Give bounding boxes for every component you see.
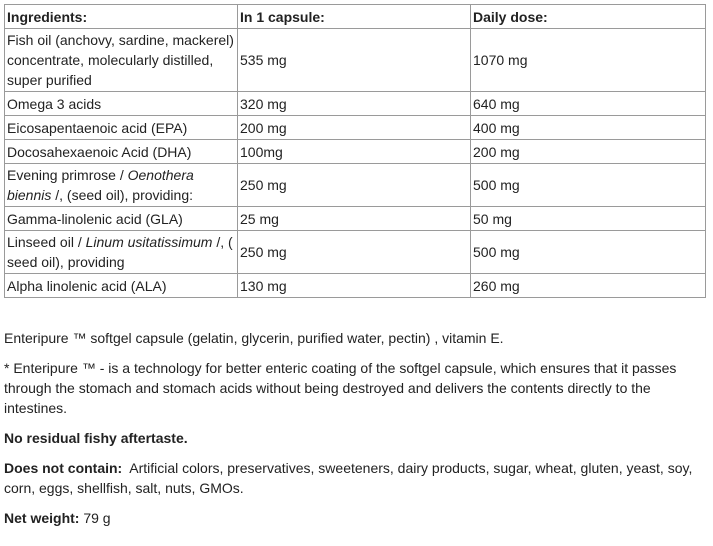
daily-amount: 500 mg: [471, 231, 706, 274]
ingredient-name: Linseed oil / Linum usitatissimum /, ( seed oil), providing: [5, 231, 238, 274]
table-row: [5, 207, 706, 231]
ingredient-name: Alpha linolenic acid (ALA): [5, 274, 238, 298]
ingredients-table: [4, 4, 706, 298]
ingredient-name: Evening primrose / Oenothera biennis /, (seed oil), providing:: [5, 164, 238, 207]
latin-name: Linum usitatissimum: [85, 234, 213, 250]
table-row: [5, 116, 706, 140]
net-weight: [4, 508, 709, 528]
capsule-amount: 25 mg: [238, 207, 471, 231]
capsule-amount: 130 mg: [238, 274, 471, 298]
capsule-amount: 250 mg: [238, 164, 471, 207]
ingredient-name: Docosahexaenoic Acid (DHA): [5, 140, 238, 164]
ingredient-name: Omega 3 acids: [5, 92, 238, 116]
capsule-composition-text: Enteripure ™ softgel capsule (gelatin, glycerin, purified water, pectin) , vitamin E.: [4, 330, 504, 346]
net-weight-label: Net weight:: [4, 510, 80, 526]
table-row: [5, 274, 706, 298]
daily-amount: 50 mg: [471, 207, 706, 231]
does-not-contain: [4, 458, 709, 498]
daily-amount: 260 mg: [471, 274, 706, 298]
daily-amount: 1070 mg: [471, 29, 706, 92]
table-row: [5, 92, 706, 116]
technology-note: * Enteripure ™ - is a technology for better enteric coating of the softgel capsule, which ensures that it passes through the stomach and stomach acids without being destroyed and delivers the contents directly to the intestines.: [4, 360, 677, 416]
table-row: [5, 29, 706, 92]
header-daily-dose: Daily dose:: [471, 5, 706, 29]
capsule-amount: 250 mg: [238, 231, 471, 274]
does-not-contain-list: Artificial colors, preservatives, sweeteners, dairy products, sugar, wheat, gluten, yeast, soy, corn, eggs, shellfish, salt, nuts, GMOs.: [4, 460, 697, 496]
ingredient-name: Fish oil (anchovy, sardine, mackerel) concentrate, molecularly distilled, super purified: [5, 29, 238, 92]
capsule-amount: 320 mg: [238, 92, 471, 116]
daily-amount: 200 mg: [471, 140, 706, 164]
ingredient-name: Eicosapentaenoic acid (EPA): [5, 116, 238, 140]
header-in-1-capsule: In 1 capsule:: [238, 5, 471, 29]
capsule-amount: 200 mg: [238, 116, 471, 140]
capsule-amount: 100mg: [238, 140, 471, 164]
table-row: [5, 140, 706, 164]
header-ingredients: Ingredients:: [5, 5, 238, 29]
latin-name: Oenothera biennis: [7, 167, 194, 203]
daily-amount: 640 mg: [471, 92, 706, 116]
no-aftertaste-note: No residual fishy aftertaste.: [4, 430, 188, 446]
table-row: [5, 231, 706, 274]
daily-amount: 500 mg: [471, 164, 706, 207]
capsule-amount: 535 mg: [238, 29, 471, 92]
net-weight-value: 79 g: [79, 510, 111, 526]
ingredient-name: Gamma-linolenic acid (GLA): [5, 207, 238, 231]
daily-amount: 400 mg: [471, 116, 706, 140]
does-not-contain-label: Does not contain:: [4, 460, 123, 476]
table-row: [5, 164, 706, 207]
table-header-row: [5, 5, 706, 29]
